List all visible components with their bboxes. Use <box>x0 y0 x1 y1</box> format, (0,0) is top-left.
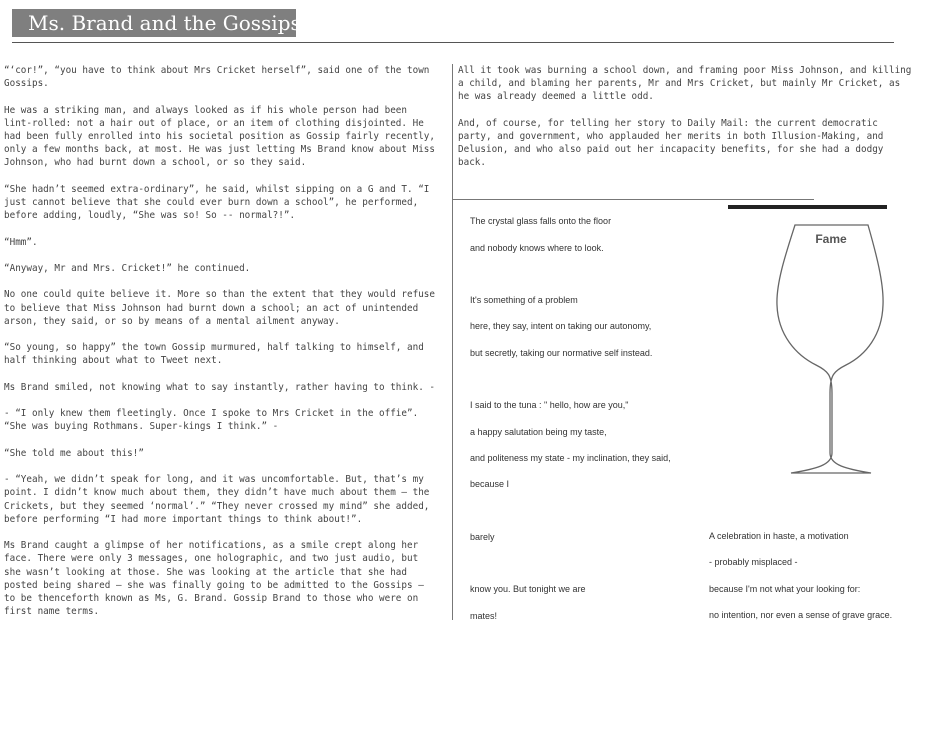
column-divider <box>452 64 453 620</box>
wine-glass-icon <box>776 223 886 476</box>
poem-line: I said to the tuna : " hello, how are you," <box>470 400 629 410</box>
story-paragraph: - “Yeah, we didn’t speak for long, and it was uncomfortable. But, that’s my point. I didn’t know much about them, they didn’t have much about them — the Crickets, but they seemed ‘normal’.” “They never crossed my mind” she added, before performing “I had more important things to think about!”. <box>4 474 430 525</box>
poem-line: The crystal glass falls onto the floor <box>470 216 612 226</box>
story-paragraph: “‘cor!”, “you have to think about Mrs Cricket herself”, said one of the town Gossips. <box>4 65 430 90</box>
poem-line: mates! <box>470 611 498 621</box>
poem-line: because I'm not what your looking for: <box>709 584 861 594</box>
story-paragraph: - “I only knew them fleetingly. Once I spoke to Mrs Cricket in the offie”. “She was buying Rothmans. Super-kings I think.” - <box>4 408 419 433</box>
poem-line: A celebration in haste, a motivation <box>709 531 849 541</box>
poem-line: and politeness my state - my inclination, they said, <box>470 453 671 463</box>
story-left-column <box>4 64 444 632</box>
glass-label: Fame <box>815 232 847 246</box>
story-paragraph: “She hadn’t seemed extra-ordinary”, he said, whilst sipping on a G and T. “I just cannot believe that she could ever burn down a school”, he performed, before adding, loudly, “She was so! So -- normal?!”. <box>4 183 430 222</box>
story-paragraph: Ms Brand smiled, not knowing what to say instantly, rather having to think. - <box>4 381 435 393</box>
story-paragraph: Ms Brand caught a glimpse of her notifications, as a smile crept along her face. There were only 3 messages, one holographic, and two just audio, but she wasn’t looking at those. She was looking at the article that she had posted being shared — she was finally going to be admitted to the Gossips — to be thenceforth known as Ms, G. Brand. Gossip Brand to those who were on first name terms. <box>4 540 424 618</box>
poem-line: no intention, nor even a sense of grave grace. <box>709 610 893 620</box>
poem-line: It's something of a problem <box>470 295 578 305</box>
story-paragraph: “So young, so happy” the town Gossip murmured, half talking to himself, and half thinking about what to Tweet next. <box>4 342 424 367</box>
poem-line: and nobody knows where to look. <box>470 243 604 253</box>
story-paragraph: “Hmm”. <box>4 236 38 248</box>
poem-line: - probably misplaced - <box>709 557 798 567</box>
poem-line: a happy salutation being my taste, <box>470 427 607 437</box>
poem-line: barely <box>470 532 495 542</box>
poem-line: because I <box>470 479 510 489</box>
poem-line: but secretly, taking our normative self instead. <box>470 348 653 358</box>
story-paragraph: “Anyway, Mr and Mrs. Cricket!” he continued. <box>4 262 251 274</box>
title-underline <box>12 42 894 43</box>
poem-line: here, they say, intent on taking our autonomy, <box>470 321 652 331</box>
poem-line: know you. But tonight we are <box>470 584 586 594</box>
section-divider <box>452 199 814 200</box>
story-right-column <box>458 64 918 183</box>
story-paragraph: No one could quite believe it. More so than the extent that they would refuse to believe that Miss Johnson had burnt down a school; an act of unintended arson, they said, or so by means of a mental ailment anyway. <box>4 289 435 327</box>
decorative-bar <box>728 205 887 209</box>
story-paragraph: And, of course, for telling her story to Daily Mail: the current democratic party, and government, who applauded her merits in both Illusion-Making, and Delusion, and who also paid out her incapacity benefits, for she had a dodgy back. <box>458 117 884 169</box>
story-paragraph: He was a striking man, and always looked as if his whole person had been lint-rolled: not a hair out of place, or an item of clothing disjointed. He had been fully enrolled into his societal position as Gossip fairly recently, only a few months back, at most. He was just letting Ms Brand know about Miss Johnson, who had burnt down a school, or so they said. <box>4 104 435 169</box>
page-title: Ms. Brand and the Gossips <box>12 9 296 37</box>
story-paragraph: All it took was burning a school down, and framing poor Miss Johnson, and killing a child, and blaming her parents, Mr and Mrs Cricket, but mainly Mr Cricket, as he was already deemed a little odd. <box>458 65 912 103</box>
story-paragraph: “She told me about this!” <box>4 447 144 459</box>
